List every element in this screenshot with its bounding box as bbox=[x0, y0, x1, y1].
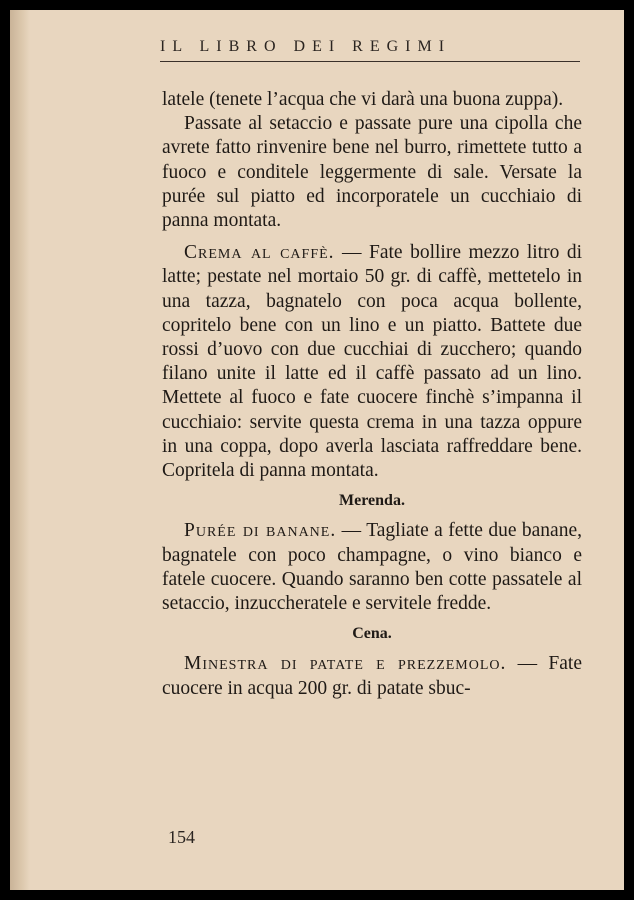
recipe-title: Crema al caffè. bbox=[184, 242, 335, 264]
page-gutter bbox=[10, 10, 30, 890]
paragraph-cipolla: Passate al setaccio e passate pure una cipolla che avrete fatto rinvenire bene nel burro, rimettete tutto a fuoco e conditele leggermente di sale. Versate la purée sul piatto ed incorporatele un cucchiaio di panna montata. bbox=[162, 113, 582, 232]
recipe-minestra bbox=[162, 652, 582, 700]
section-heading-merenda: Merenda. bbox=[339, 492, 405, 510]
book-page bbox=[10, 10, 624, 890]
header-rule bbox=[160, 61, 580, 62]
recipe-title: Minestra di patate e prezzemolo. bbox=[184, 653, 507, 675]
page-number: 154 bbox=[168, 827, 195, 847]
body-text bbox=[162, 88, 582, 701]
recipe-text: — Tagliate a fette due banane, bagnatele con poco champagne, o vino bianco e fatele cuocere. Quando saranno ben cotte passatele al setaccio, inzuccheratele e servitele fredde. bbox=[162, 520, 582, 615]
recipe-crema-al-caffe bbox=[162, 241, 582, 483]
paragraph-continuation: latele (tenete l’acqua che vi darà una buona zuppa). bbox=[162, 89, 564, 110]
recipe-puree-di-banane bbox=[162, 519, 582, 616]
recipe-text: — Fate cuocere in acqua 200 gr. di patate sbuc- bbox=[162, 653, 582, 699]
recipe-title: Purée di banane. bbox=[184, 520, 337, 542]
section-heading-cena: Cena. bbox=[352, 625, 392, 643]
recipe-text: — Fate bollire mezzo litro di latte; pestate nel mortaio 50 gr. di caffè, mettetelo in una tazza, bagnatelo con poca acqua bollente, copritelo bene con un lino e un piatto. Battete due rossi d’uovo con due cucchiai di zucchero; quando filano unite il latte ed il caffè passato ad un lino. Mettete al fuoco e fate cuocere finchè s’impanna il cucchiaio: servite questa crema in una tazza oppure in una coppa, dopo averla lasciata raffreddare bene. Copritela di panna montata. bbox=[162, 242, 582, 482]
running-header: IL LIBRO DEI REGIMI bbox=[160, 38, 452, 55]
